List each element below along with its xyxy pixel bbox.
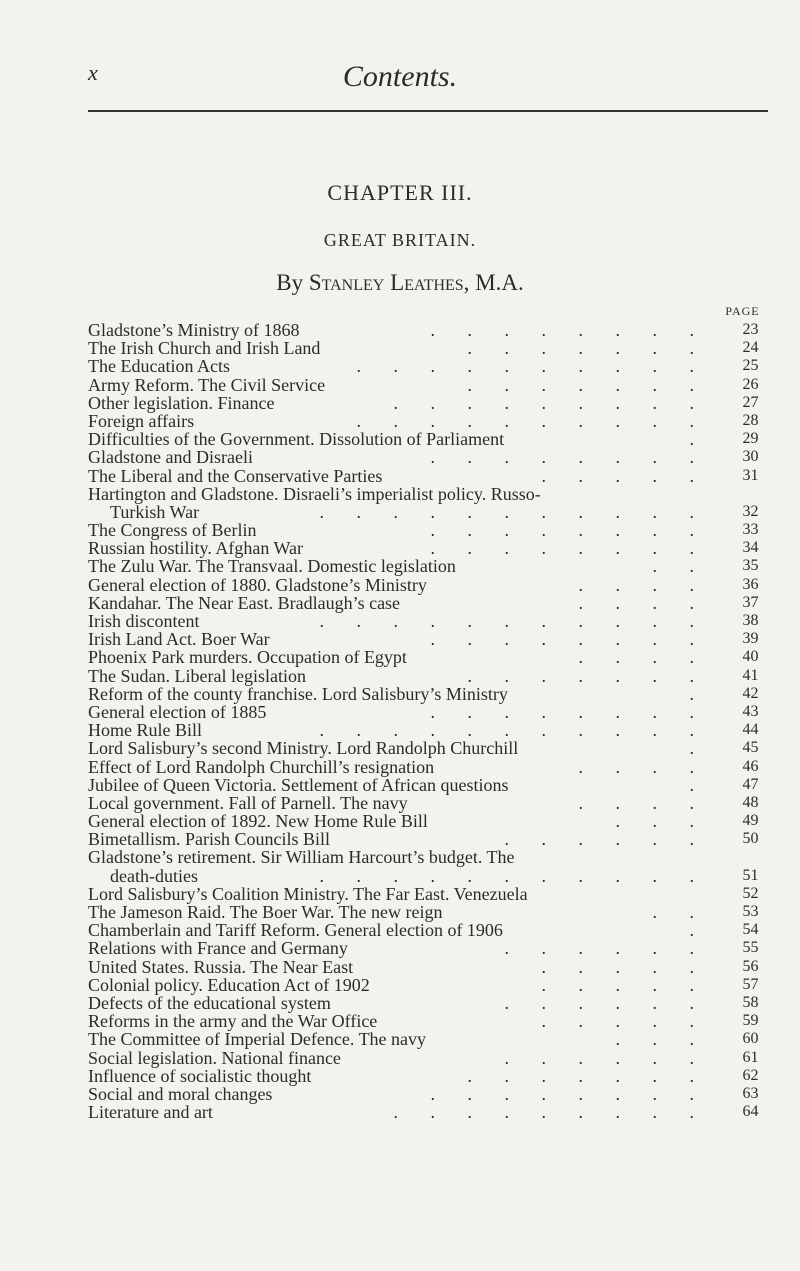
byline-by: By	[276, 270, 304, 295]
toc-entry-page: 61	[742, 1048, 759, 1066]
toc-entry-page: 36	[742, 575, 759, 593]
toc-entry-title: General election of 1892. New Home Rule Bill	[88, 811, 428, 832]
toc-entry-title: Foreign affairs	[88, 410, 195, 431]
leader-dots: . .	[652, 902, 708, 923]
toc-entry	[88, 467, 778, 485]
leader-dots: . . . . . . . . .	[393, 392, 708, 413]
toc-entry	[88, 321, 778, 339]
toc-entry-page: 47	[742, 775, 759, 793]
toc-entry-page: 43	[742, 702, 759, 720]
leader-dots: . . . . . . . .	[430, 520, 708, 541]
toc-entry-page: 40	[742, 648, 759, 666]
leader-dots: . . . . . . . . . . .	[319, 720, 708, 741]
toc-entry-title: General election of 1880. Gladstone’s Ministry	[88, 574, 427, 595]
toc-entry	[88, 885, 778, 903]
toc-entry-page: 44	[742, 721, 759, 739]
toc-entry	[88, 430, 778, 448]
toc-entry-page: 38	[742, 612, 759, 630]
toc-entry	[88, 848, 778, 884]
toc-entry	[88, 667, 778, 685]
leader-dots: . . .	[615, 811, 708, 832]
toc-entry-title: Army Reform. The Civil Service	[88, 374, 326, 395]
toc-entry-page: 42	[742, 684, 759, 702]
toc-entry-title: Jubilee of Queen Victoria. Settlement of African questions	[88, 774, 509, 795]
toc-entry	[88, 685, 778, 703]
toc-entry-page: 34	[742, 539, 759, 557]
leader-dots: . . . . . . . . .	[393, 1102, 708, 1123]
page-column-label: PAGE	[725, 304, 760, 318]
toc-entry-title: Relations with France and Germany	[88, 938, 348, 959]
toc-entry-title: Lord Salisbury’s second Ministry. Lord Randolph Churchill	[88, 738, 519, 759]
toc-entry	[88, 758, 778, 776]
leader-dots: . . . .	[578, 792, 708, 813]
toc-entry-page: 28	[742, 411, 759, 429]
toc-entry	[88, 939, 778, 957]
leader-dots: . . . . .	[541, 1011, 708, 1032]
toc-entry-page: 50	[742, 830, 759, 848]
toc-entry	[88, 539, 778, 557]
toc-entry	[88, 1030, 778, 1048]
toc-entry-title: Gladstone’s retirement. Sir William Harcourt’s budget. The	[88, 847, 515, 868]
toc-entry	[88, 376, 778, 394]
leader-dots: . . . . . . . .	[430, 1083, 708, 1104]
toc-entry-title: Local government. Fall of Parnell. The navy	[88, 792, 408, 813]
toc-entry	[88, 576, 778, 594]
page-number: x	[88, 60, 98, 85]
leader-dots: . . . . . .	[504, 1047, 708, 1068]
toc-entry	[88, 1049, 778, 1067]
toc-entry-page: 59	[742, 1012, 759, 1030]
toc-entry-page: 57	[742, 975, 759, 993]
toc-entry-page: 56	[742, 957, 759, 975]
leader-dots: . . . . . .	[504, 992, 708, 1013]
running-header	[0, 60, 800, 100]
leader-dots: . . . . . . . .	[430, 447, 708, 468]
toc-entry	[88, 1103, 778, 1121]
toc-entry-title: Influence of socialistic thought	[88, 1065, 312, 1086]
leader-dots: . . . . .	[541, 465, 708, 486]
toc-entry	[88, 1085, 778, 1103]
toc-entry-page: 26	[742, 375, 759, 393]
toc-entry-title: Reforms in the army and the War Office	[88, 1011, 378, 1032]
toc-entry-title: The Liberal and the Conservative Parties	[88, 465, 383, 486]
leader-dots: . . . . . . . .	[430, 701, 708, 722]
toc-entry	[88, 776, 778, 794]
toc-entry-title: Gladstone’s Ministry of 1868	[88, 320, 300, 340]
toc-entry	[88, 630, 778, 648]
toc-entry-page: 23	[742, 321, 759, 338]
toc-entry-title: Literature and art	[88, 1102, 213, 1123]
toc-entry-page: 62	[742, 1066, 759, 1084]
leader-dots: .	[689, 774, 708, 795]
toc-entry-title: Kandahar. The Near East. Bradlaugh’s case	[88, 592, 401, 613]
toc-entry-page: 54	[742, 921, 759, 939]
toc-entry	[88, 794, 778, 812]
toc-entry-title: Home Rule Bill	[88, 720, 202, 741]
leader-dots: . . . . . . .	[467, 1065, 708, 1086]
toc-entry	[88, 1012, 778, 1030]
toc-entry-page: 63	[742, 1084, 759, 1102]
leader-dots: . . . . .	[541, 956, 708, 977]
toc-entry-title: The Committee of Imperial Defence. The navy	[88, 1029, 427, 1050]
toc-entry	[88, 976, 778, 994]
leader-dots: . . . . . . . . . .	[356, 356, 708, 377]
toc-entry	[88, 557, 778, 575]
toc-entry-title: Effect of Lord Randolph Churchill’s resignation	[88, 756, 435, 777]
leader-dots: . . . . . . . . . . .	[319, 501, 708, 522]
toc-entry-title: The Zulu War. The Transvaal. Domestic legislation	[88, 556, 456, 577]
byline	[0, 270, 800, 296]
toc-entry-page: 31	[742, 466, 759, 484]
toc-entry-title: The Sudan. Liberal legislation	[88, 665, 306, 686]
toc-entry-title: Irish Land Act. Boer War	[88, 629, 270, 650]
toc-entry	[88, 994, 778, 1012]
toc-entry-page: 24	[742, 339, 759, 357]
toc-entry-title: Colonial policy. Education Act of 1902	[88, 974, 370, 995]
toc-entry-title-continued: death-duties	[110, 865, 198, 886]
leader-dots: .	[689, 920, 708, 941]
toc-entry-title: Gladstone and Disraeli	[88, 447, 253, 468]
toc-entry-page: 27	[742, 393, 759, 411]
toc-entry-title: Phoenix Park murders. Occupation of Egypt	[88, 647, 407, 668]
toc-entry-page: 48	[742, 793, 759, 811]
toc-entry	[88, 921, 778, 939]
toc-entry-page: 35	[742, 557, 759, 575]
leader-dots: . . . . . .	[504, 829, 708, 850]
toc-entry	[88, 830, 778, 848]
leader-dots: . . . . . . .	[467, 338, 708, 359]
toc-entry-title: United States. Russia. The Near East	[88, 956, 354, 977]
leader-dots: . .	[652, 556, 708, 577]
toc-entry	[88, 339, 778, 357]
toc-entry-page: 32	[742, 502, 759, 520]
toc-entry-title: Social legislation. National finance	[88, 1047, 341, 1068]
leader-dots: . . . . . . .	[467, 665, 708, 686]
toc-entry-page: 25	[742, 357, 759, 375]
toc-entry-title: Hartington and Gladstone. Disraeli’s imperialist policy. Russo-	[88, 483, 541, 504]
leader-dots: .	[689, 429, 708, 450]
toc-entry	[88, 1067, 778, 1085]
toc-entry	[88, 357, 778, 375]
toc-entry	[88, 703, 778, 721]
toc-entry-page: 49	[742, 812, 759, 830]
leader-dots: .	[689, 738, 708, 759]
leader-dots: . . . . . . . . . . .	[319, 611, 708, 632]
toc-entry-title: General election of 1885	[88, 701, 267, 722]
toc-entry-title: The Jameson Raid. The Boer War. The new reign	[88, 902, 443, 923]
toc-entry	[88, 394, 778, 412]
leader-dots: .	[689, 683, 708, 704]
leader-dots: . . . . . . .	[467, 374, 708, 395]
toc-entry-page: 37	[742, 593, 759, 611]
toc-entry-page: 51	[742, 866, 759, 884]
toc-entry	[88, 594, 778, 612]
toc-entry	[88, 485, 778, 521]
running-title: Contents.	[342, 60, 458, 93]
toc-entry	[88, 739, 778, 757]
toc-entry-page: 46	[742, 757, 759, 775]
author-name: Stanley Leathes,	[308, 270, 470, 295]
chapter-subject: GREAT BRITAIN.	[323, 230, 477, 250]
toc-entry-title: Chamberlain and Tariff Reform. General election of 1906	[88, 920, 503, 941]
toc-entry-page: 45	[742, 739, 759, 757]
toc-entry	[88, 958, 778, 976]
toc-entry	[88, 721, 778, 739]
toc-entry	[88, 648, 778, 666]
toc-entry-page: 55	[742, 939, 759, 957]
toc-entry-page: 29	[742, 430, 759, 448]
toc-entry	[88, 903, 778, 921]
toc-entry-title-continued: Turkish War	[110, 501, 200, 522]
leader-dots: . . . .	[578, 647, 708, 668]
toc-entry-title: Irish discontent	[88, 611, 200, 632]
toc-entry	[88, 812, 778, 830]
toc-entry-title: Bimetallism. Parish Councils Bill	[88, 829, 331, 850]
toc-entry-title: Russian hostility. Afghan War	[88, 538, 304, 559]
leader-dots: . . . . . . . . . . .	[319, 865, 708, 886]
toc-entry-title: The Irish Church and Irish Land	[88, 338, 321, 359]
header-rule	[88, 110, 768, 112]
leader-dots: . . . . . . . .	[430, 629, 708, 650]
toc-entry-title: Reform of the county franchise. Lord Salisbury’s Ministry	[88, 683, 508, 704]
leader-dots: . . . .	[578, 756, 708, 777]
toc-entry-title: Lord Salisbury’s Coalition Ministry. The Far East. Venezuela	[88, 883, 528, 904]
author-degree: M.A.	[475, 270, 524, 295]
leader-dots: . . . . . . . .	[430, 538, 708, 559]
toc-entry-page: 52	[742, 884, 759, 902]
toc-entry-page: 60	[742, 1030, 759, 1048]
toc-entry	[88, 612, 778, 630]
toc-entry-page: 33	[742, 521, 759, 539]
toc-entry-title: The Congress of Berlin	[88, 520, 257, 541]
leader-dots: . . . . . . . . . .	[356, 410, 708, 431]
leader-dots: . . . . . . . .	[430, 320, 708, 340]
leader-dots: . . . . . .	[504, 938, 708, 959]
toc-entry-title: The Education Acts	[88, 356, 230, 377]
contents-list	[88, 321, 778, 1121]
toc-entry-page: 64	[742, 1103, 759, 1121]
toc-entry-page: 58	[742, 993, 759, 1011]
leader-dots: . . . . .	[541, 974, 708, 995]
leader-dots: . . . .	[578, 574, 708, 595]
toc-entry-title: Difficulties of the Government. Dissolution of Parliament	[88, 429, 505, 450]
leader-dots: . . .	[615, 1029, 708, 1050]
toc-entry-page: 41	[742, 666, 759, 684]
toc-entry-page: 53	[742, 903, 759, 921]
leader-dots: . . . .	[578, 592, 708, 613]
toc-entry	[88, 448, 778, 466]
toc-entry-title: Other legislation. Finance	[88, 392, 275, 413]
toc-entry-title: Social and moral changes	[88, 1083, 273, 1104]
chapter-heading: CHAPTER III.	[327, 180, 473, 205]
toc-entry-page: 30	[742, 448, 759, 466]
toc-entry-title: Defects of the educational system	[88, 992, 331, 1013]
toc-entry	[88, 412, 778, 430]
toc-entry-page: 39	[742, 630, 759, 648]
toc-entry	[88, 521, 778, 539]
